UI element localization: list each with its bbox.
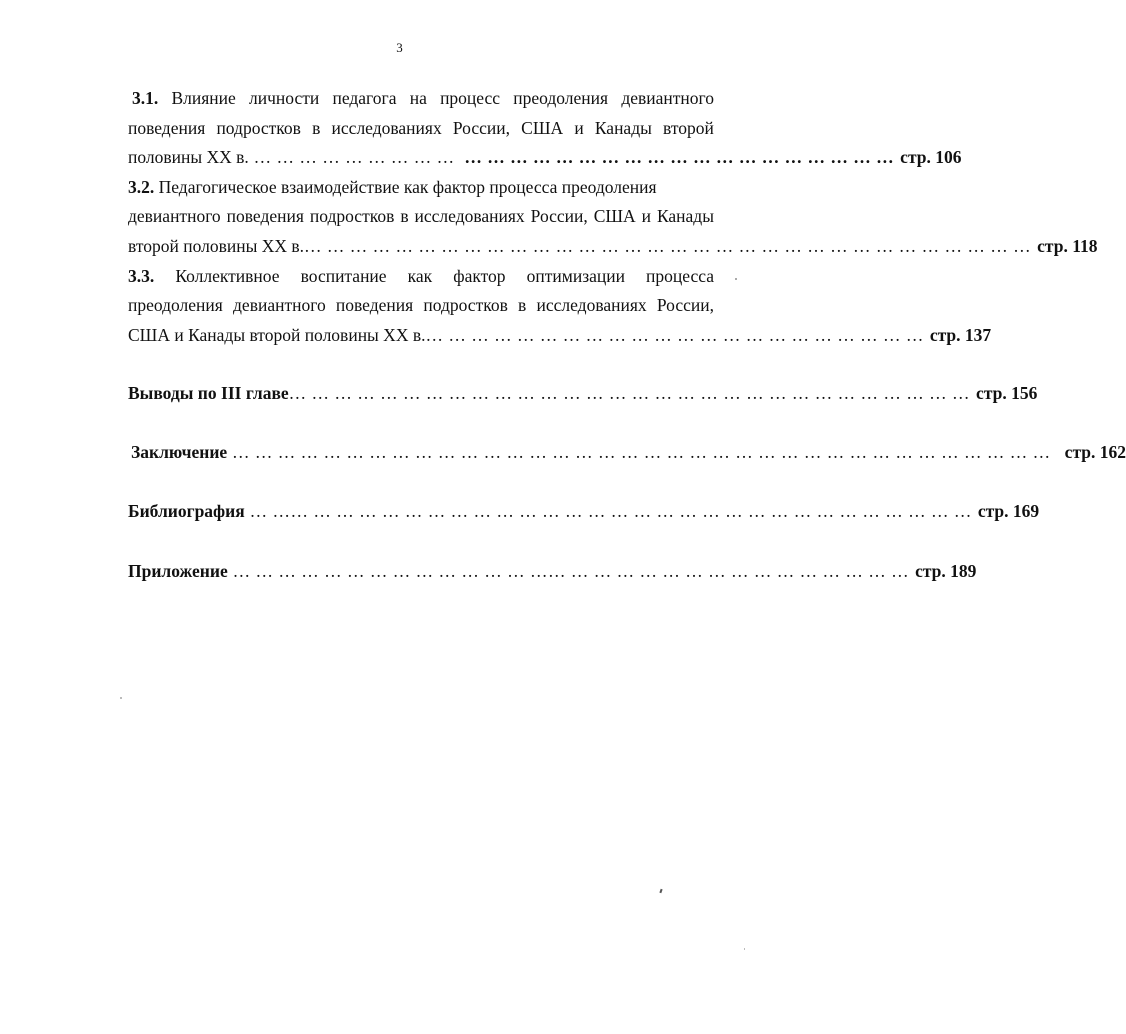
toc-section-3-2-line-2 xyxy=(128,204,714,228)
entry-title: Приложение xyxy=(128,561,228,581)
section-number: 3.2. xyxy=(128,177,155,197)
page-reference: стр. 169 xyxy=(977,501,1040,521)
section-text: Педагогическое взаимодействие как фактор процесса преодоления xyxy=(158,177,657,197)
word: США xyxy=(593,206,636,226)
section-number: 3.1. xyxy=(132,88,159,108)
dot-leader: … … … … … … … … … … … … … … … … … … … … … … … … … … … … xyxy=(248,147,895,167)
section-number: 3.3. xyxy=(128,266,155,286)
word: России, xyxy=(530,206,588,226)
section-text: США и Канады второй половины ХХ в. xyxy=(128,325,426,345)
word: преодоления xyxy=(128,295,223,315)
dot-leader: … … … … … … … … … … … … … … … … … … … … … … xyxy=(425,325,924,345)
scan-speck xyxy=(659,889,662,893)
word: исследованиях xyxy=(536,295,647,315)
word: Влияние xyxy=(171,88,236,108)
toc-section-3-2-line-1 xyxy=(128,175,714,199)
word: как xyxy=(407,266,433,286)
toc-entry-conclusions-chapter-3 xyxy=(128,381,1038,405)
word: подростков xyxy=(216,118,301,138)
entry-title: Библиография xyxy=(128,501,245,521)
word: процесса xyxy=(646,266,714,286)
toc-section-3-2-line-3 xyxy=(128,234,1098,258)
word: Канады xyxy=(656,206,714,226)
word: в xyxy=(518,295,527,315)
word: девиантного xyxy=(621,88,714,108)
page-reference: стр. 156 xyxy=(976,383,1038,403)
word: исследованиях xyxy=(414,206,525,226)
word: и xyxy=(574,118,584,138)
word: поведения xyxy=(128,118,206,138)
dot-leader: … … … … … … … … … … … … … … … … … … … … … … … … … … … … … … xyxy=(288,383,971,403)
page-reference: стр. 162 xyxy=(1064,442,1126,462)
toc-entry-bibliography xyxy=(128,499,1040,523)
toc-entry-appendix xyxy=(128,559,977,583)
word: поведения xyxy=(226,206,304,226)
word: на xyxy=(409,88,427,108)
word: подростков xyxy=(423,295,508,315)
word: процесс xyxy=(440,88,501,108)
scan-speck xyxy=(120,697,122,699)
page-number: 3 xyxy=(396,40,403,55)
scan-speck xyxy=(744,948,745,950)
word: фактор xyxy=(453,266,506,286)
toc-section-3-1-line-1 xyxy=(128,86,714,110)
entry-title: Выводы по III главе xyxy=(128,383,289,403)
dot-leader: … … … … … … … … … … … … … …… … … … … … … … … … … … … … … … xyxy=(227,561,910,581)
word: и xyxy=(641,206,652,226)
dot-leader: … …… … … … … … … … … … … … … … … … … … … … … … … … … … … … … … xyxy=(244,501,972,521)
word: девиантного xyxy=(128,206,221,226)
dot-leader: … … … … … … … … … … … … … … … … … … … … … … … … … … … … … … … … … … … … xyxy=(227,442,1051,462)
word: поведения xyxy=(335,295,414,315)
word: в xyxy=(312,118,321,138)
word: оптимизации xyxy=(526,266,625,286)
entry-title: Заключение xyxy=(131,442,228,462)
dot-leader: … … … … … … … … … … … … … … … … … … … … … … … … … … … … … … … … xyxy=(304,236,1032,256)
toc-section-3-1-line-2 xyxy=(128,116,714,140)
word: личности xyxy=(249,88,320,108)
word: России, xyxy=(452,118,510,138)
page-reference: стр. 106 xyxy=(900,147,962,167)
word: второй xyxy=(663,118,714,138)
word: девиантного xyxy=(233,295,326,315)
section-text: половины ХХ в. xyxy=(128,147,249,167)
word: преодоления xyxy=(513,88,609,108)
toc-section-3-3-line-2 xyxy=(128,293,714,317)
word: подростков xyxy=(309,206,395,226)
word: воспитание xyxy=(300,266,387,286)
word: России, xyxy=(656,295,714,315)
scan-speck xyxy=(735,278,737,280)
toc-section-3-3-line-3 xyxy=(128,323,992,347)
toc-section-3-3-line-1 xyxy=(128,264,714,288)
word: Коллективное xyxy=(175,266,280,286)
word: Канады xyxy=(594,118,652,138)
page-reference: стр. 118 xyxy=(1037,236,1098,256)
page-reference: стр. 189 xyxy=(915,561,977,581)
section-text: второй половины ХХ в. xyxy=(128,236,305,256)
word: США xyxy=(521,118,564,138)
word: исследованиях xyxy=(331,118,442,138)
toc-entry-conclusion xyxy=(131,440,1126,464)
word: в xyxy=(400,206,409,226)
page-reference: стр. 137 xyxy=(929,325,992,345)
toc-section-3-1-line-3 xyxy=(128,145,962,169)
word: педагога xyxy=(332,88,397,108)
